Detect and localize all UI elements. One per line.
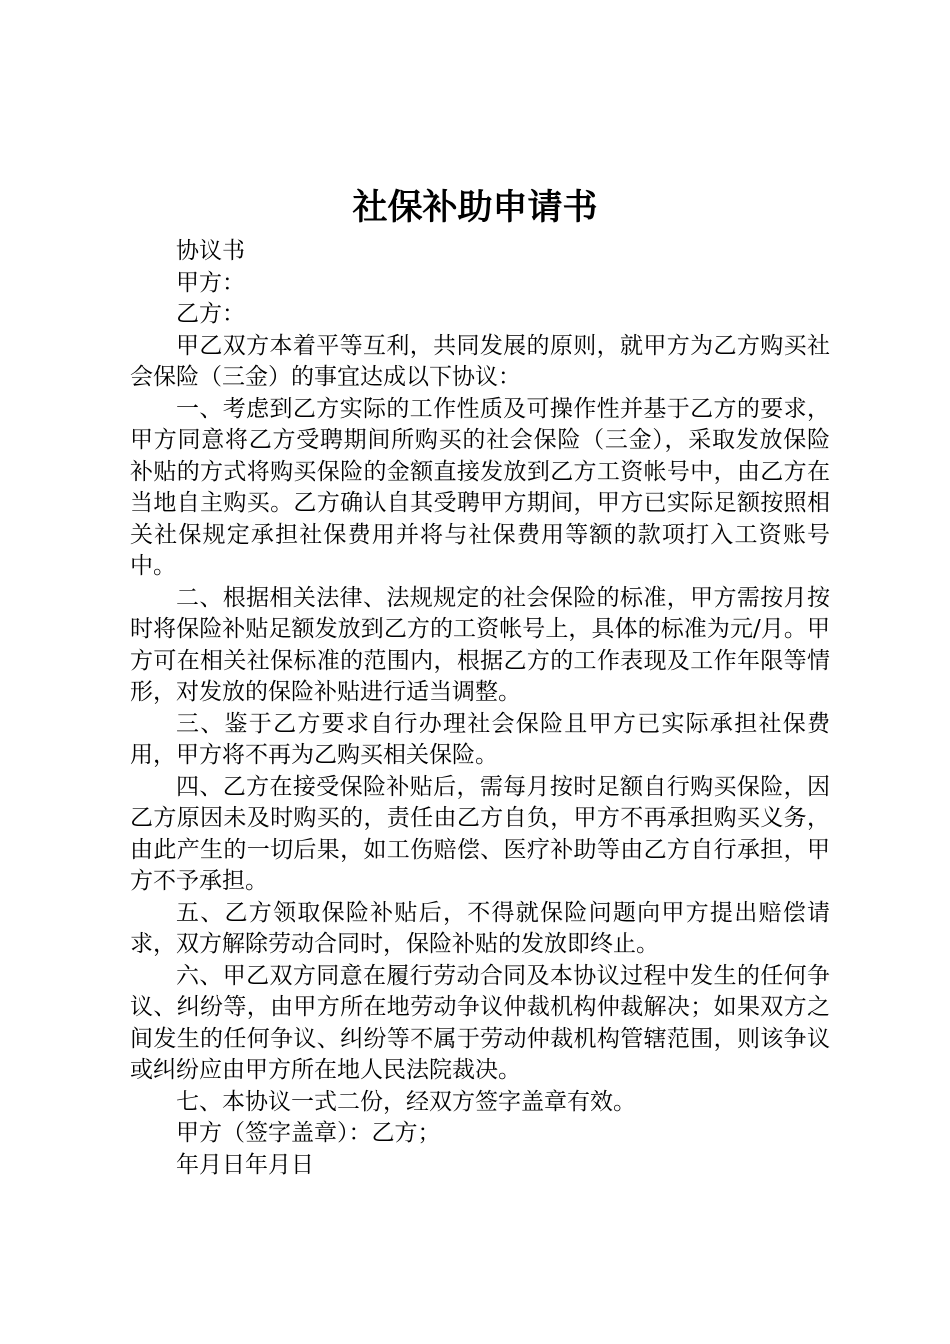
paragraph-clause-4: 四、乙方在接受保险补贴后，需每月按时足额自行购买保险，因乙方原因未及时购买的，责任由乙方自负，甲方不再承担购买义务，由此产生的一切后果，如工伤赔偿、医疗补助等由乙方自行承担，甲方不予承担。 (130, 773, 830, 894)
paragraph-preamble: 甲乙双方本着平等互利，共同发展的原则，就甲方为乙方购买社会保险（三金）的事宜达成以下协议： (130, 332, 830, 390)
paragraph-signature: 甲方（签字盖章）：乙方； (176, 1120, 441, 1146)
document-body (130, 236, 830, 1181)
paragraph-date: 年月日年月日 (176, 1151, 314, 1178)
paragraph-clause-5: 五、乙方领取保险补贴后，不得就保险问题向甲方提出赔偿请求，双方解除劳动合同时，保险补贴的发放即终止。 (130, 899, 830, 957)
document-title: 社保补助申请书 (352, 187, 598, 228)
paragraph-clause-3: 三、鉴于乙方要求自行办理社会保险且甲方已实际承担社保费用，甲方将不再为乙购买相关保险。 (130, 710, 830, 768)
paragraph-party-a: 甲方： (176, 269, 245, 296)
paragraph-clause-7: 七、本协议一式二份，经双方签字盖章有效。 (176, 1088, 636, 1115)
paragraph-party-b: 乙方： (176, 301, 245, 327)
paragraph-clause-6: 六、甲乙双方同意在履行劳动合同及本协议过程中发生的任何争议、纠纷等，由甲方所在地劳动争议仲裁机构仲裁解决；如果双方之间发生的任何争议、纠纷等不属于劳动仲裁机构管辖范围，则该争议或纠纷应由甲方所在地人民法院裁决。 (130, 962, 830, 1083)
paragraph-header: 协议书 (176, 238, 245, 264)
paragraph-clause-2: 二、根据相关法律、法规规定的社会保险的标准，甲方需按月按时将保险补贴足额发放到乙方的工资帐号上，具体的标准为元/月。甲方可在相关社保标准的范围内，根据乙方的工作表现及工作年限等情形，对发放的保险补贴进行适当调整。 (130, 584, 830, 705)
paragraph-clause-1: 一、考虑到乙方实际的工作性质及可操作性并基于乙方的要求，甲方同意将乙方受聘期间所购买的社会保险（三金），采取发放保险补贴的方式将购买保险的金额直接发放到乙方工资帐号中，由乙方在当地自主购买。乙方确认自其受聘甲方期间，甲方已实际足额按照相关社保规定承担社保费用并将与社保费用等额的款项打入工资账号中。 (130, 395, 830, 579)
